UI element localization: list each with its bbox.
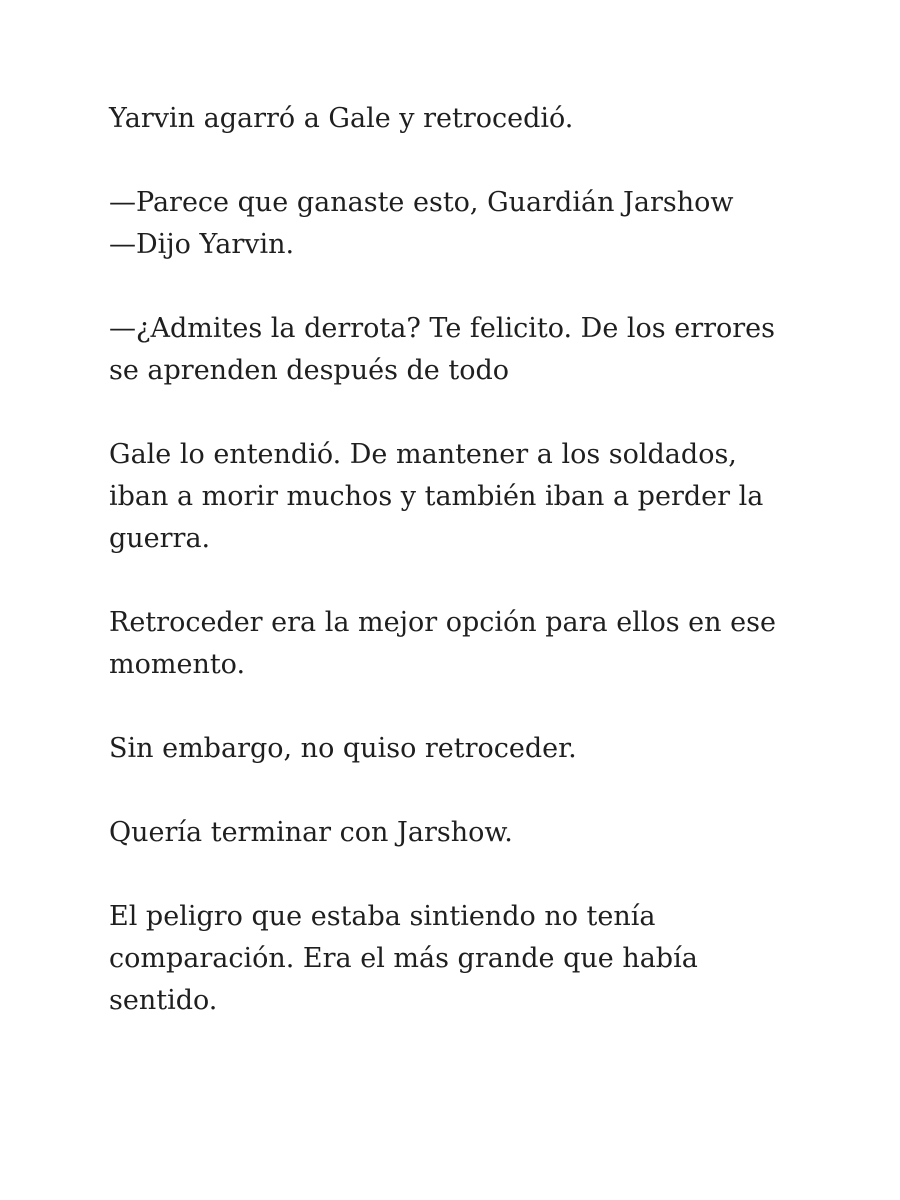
paragraph-8	[109, 896, 809, 1022]
paragraph-6	[109, 728, 809, 770]
paragraph-5	[109, 602, 809, 686]
paragraph-1	[109, 98, 809, 140]
paragraph-7	[109, 812, 809, 854]
text-line: Yarvin agarró a Gale y retrocedió.	[109, 103, 574, 134]
text-line: comparación. Era el más grande que había	[109, 943, 698, 974]
text-line: —Parece que ganaste esto, Guardián Jarshow	[109, 187, 734, 218]
paragraph-2	[109, 182, 809, 266]
text-line: El peligro que estaba sintiendo no tenía	[109, 901, 656, 932]
text-line: Quería terminar con Jarshow.	[109, 817, 513, 848]
text-line: Retroceder era la mejor opción para ellos en ese	[109, 607, 776, 638]
paragraph-3	[109, 308, 809, 392]
text-line: —Dijo Yarvin.	[109, 229, 295, 260]
text-line: Gale lo entendió. De mantener a los soldados,	[109, 439, 737, 470]
text-line: —¿Admites la derrota? Te felicito. De los errores	[109, 313, 776, 344]
text-line: iban a morir muchos y también iban a perder la	[109, 481, 764, 512]
text-line: guerra.	[109, 523, 211, 554]
text-line: Sin embargo, no quiso retroceder.	[109, 733, 577, 764]
text-line: se aprenden después de todo	[109, 355, 510, 386]
document-page	[109, 98, 809, 1064]
text-line: sentido.	[109, 985, 218, 1016]
text-line: momento.	[109, 649, 246, 680]
paragraph-4	[109, 434, 809, 560]
